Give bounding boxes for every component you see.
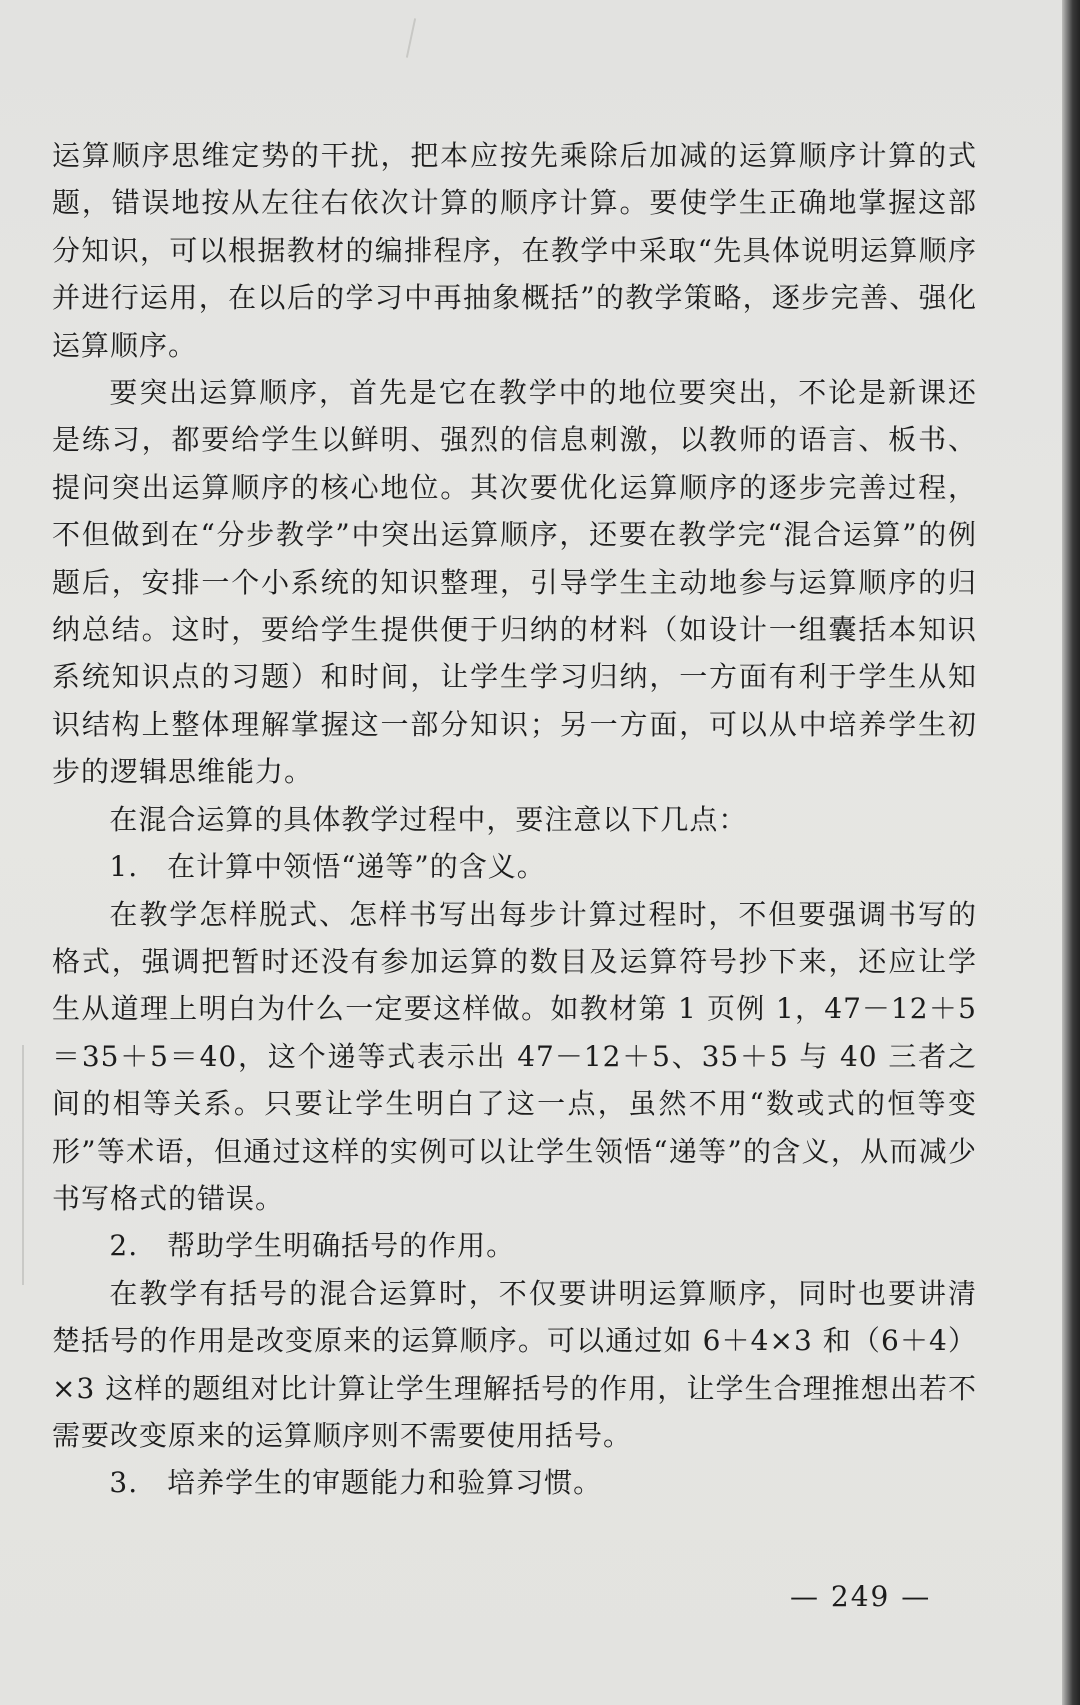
page-edge-shadow [1062,0,1080,1705]
paragraph-emphasize-order: 要突出运算顺序，首先是它在教学中的地位要突出，不论是新课还是练习，都要给学生以鲜明、强烈的信息刺激，以教师的语言、板书、提问突出运算顺序的核心地位。其次要优化运算顺序的逐步完善过程，不但做到在“分步教学”中突出运算顺序，还要在教学完“混合运算”的例题后，安排一个小系统的知识整理，引导学生主动地参与运算顺序的归纳总结。这时，要给学生提供便于归纳的材料（如设计一组囊括本知识系统知识点的习题）和时间，让学生学习归纳，一方面有利于学生从知识结构上整体理解掌握这一部分知识；另一方面，可以从中培养学生初步的逻辑思维能力。 [52,376,977,789]
margin-mark [22,1045,24,1285]
point-heading-3: 3. 培养学生的审题能力和验算习惯。 [109,1466,603,1500]
paragraph-point-2: 在教学有括号的混合运算时，不仅要讲明运算顺序，同时也要讲清楚括号的作用是改变原来的运算顺序。可以通过如 6＋4×3 和（6＋4）×3 这样的题组对比计算让学生理解括号的作用，让学生合理推想出若不需要改变原来的运算顺序则不需要使用括号。 [52,1276,977,1452]
page-number: — 249 — [790,1580,932,1613]
point-heading-2: 2. 帮助学生明确括号的作用。 [109,1229,516,1263]
pen-mark [406,18,416,58]
paragraph-points-intro: 在混合运算的具体教学过程中，要注意以下几点： [109,802,748,836]
body-text [52,132,977,1507]
paragraph-point-1: 在教学怎样脱式、怎样书写出每步计算过程时，不但要强调书写的格式，强调把暂时还没有参加运算的数目及运算符号抄下来，还应让学生从道理上明白为什么一定要这样做。如教材第 1 页例 1，47－12＋5＝35＋5＝40，这个递等式表示出 47－12＋5、35＋5 与 40 三者之间的相等关系。只要让学生明白了这一点，虽然不用“数或式的恒等变形”等术语，但通过这样的实例可以让学生领悟“递等”的含义，从而减少书写格式的错误。 [52,897,977,1215]
paragraph-continuation: 运算顺序思维定势的干扰，把本应按先乘除后加减的运算顺序计算的式题，错误地按从左往右依次计算的顺序计算。要使学生正确地掌握这部分知识，可以根据教材的编排程序，在教学中采取“先具体说明运算顺序并进行运用，在以后的学习中再抽象概括”的教学策略，逐步完善、强化运算顺序。 [52,139,977,362]
point-heading-1: 1. 在计算中领悟“递等”的含义。 [109,850,546,884]
